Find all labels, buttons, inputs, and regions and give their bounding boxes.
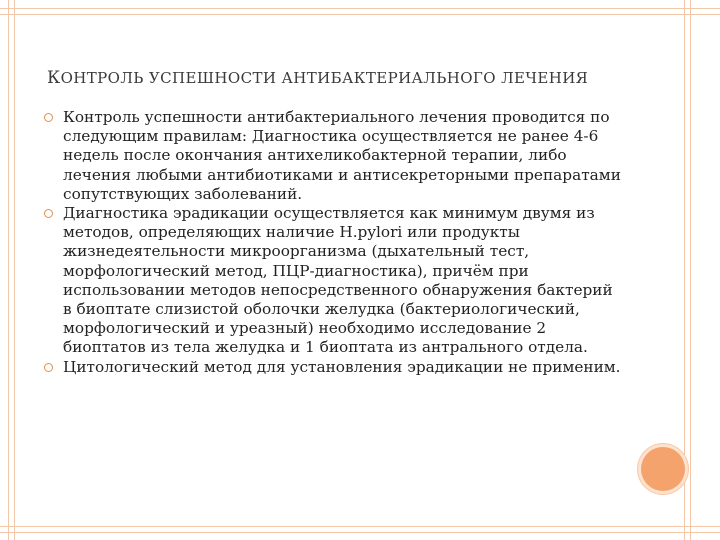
- bullet-item-2: [44, 204, 624, 358]
- frame-right-line-inner: [684, 0, 685, 540]
- orange-circle-decoration: [641, 447, 685, 491]
- hollow-circle-bullet-icon: [44, 363, 53, 372]
- frame-right-line-outer: [690, 0, 691, 540]
- bullet-item-3: [44, 358, 624, 377]
- hollow-circle-bullet-icon: [44, 209, 53, 218]
- slide-title-initial: К: [47, 68, 61, 88]
- slide-title-rest: ОНТРОЛЬ УСПЕШНОСТИ АНТИБАКТЕРИАЛЬНОГО ЛЕЧЕНИЯ: [60, 69, 589, 87]
- frame-left-line-inner: [14, 0, 15, 540]
- bullet-text-1: Контроль успешности антибактериального лечения проводится по следующим правилам: Диагностика осуществляется не ранее 4-6 недель после окончания антихеликобактерной терапии, либо лечения любыми антибиотиками и антисекреторными препаратами сопутствующих заболеваний.: [63, 108, 621, 203]
- hollow-circle-bullet-icon: [44, 113, 53, 122]
- frame-top-line-inner: [0, 14, 720, 15]
- bullet-text-3: Цитологический метод для установления эрадикации не применим.: [63, 357, 621, 376]
- frame-bottom-line-inner: [0, 526, 720, 527]
- bullet-list: [44, 108, 624, 377]
- bullet-item-1: [44, 108, 624, 204]
- bullet-text-2: Диагностика эрадикации осуществляется как минимум двумя из методов, определяющих наличие H.pylori или продукты жизнедеятельности микроорганизма (дыхательный тест, морфологический метод, ПЦР-диагностика), причём при использовании методов непосредственного обнаружения бактерий в биоптате слизистой оболочки желудка (бактериологический, морфологический и уреазный) необходимо исследование 2 биоптатов из тела желудка и 1 биоптата из антрального отдела.: [63, 204, 613, 357]
- frame-left-line-outer: [8, 0, 9, 540]
- frame-top-line-outer: [0, 8, 720, 9]
- frame-bottom-line-outer: [0, 532, 720, 533]
- slide-title: [47, 68, 667, 88]
